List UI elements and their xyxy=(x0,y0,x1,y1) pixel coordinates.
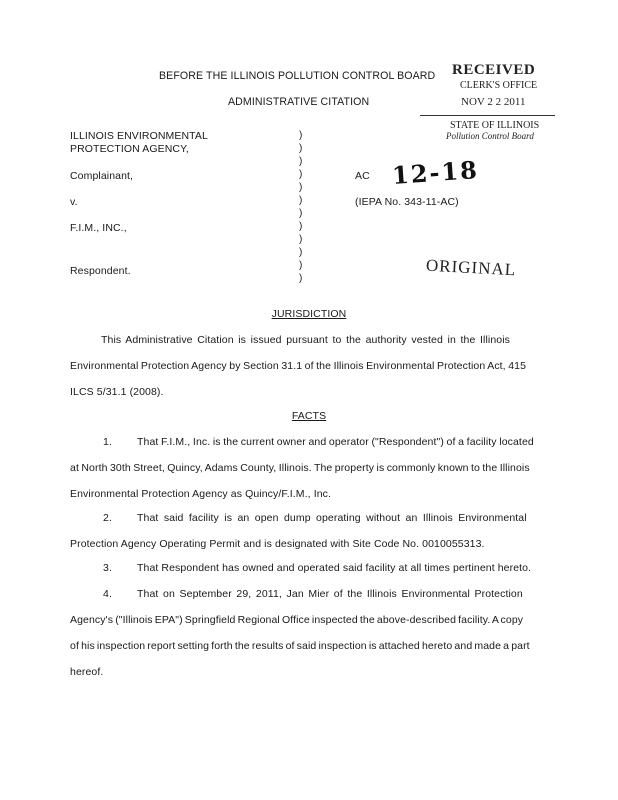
jurisdiction-para-line1: This Administrative Citation is issued pursuant to the authority vested in the Illinois xyxy=(101,334,511,346)
caption-respondent: Respondent. xyxy=(70,265,131,277)
stamp-date: NOV 2 2 2011 xyxy=(461,96,526,108)
caption-iepa-number: (IEPA No. 343-11-AC) xyxy=(355,196,459,208)
fact-4-line3: of his inspection report setting forth the results of said inspection is attached hereto and made a part xyxy=(70,640,530,652)
caption-versus: v. xyxy=(70,196,78,208)
facts-heading: FACTS xyxy=(291,410,327,422)
case-number-handwritten: 12-18 xyxy=(391,155,480,190)
caption-agency-line1: ILLINOIS ENVIRONMENTAL xyxy=(70,130,208,142)
stamp-office: CLERK'S OFFICE xyxy=(460,80,538,91)
original-stamp: ORIGINAL xyxy=(425,255,517,280)
caption-respondent-name: F.I.M., INC., xyxy=(70,222,127,234)
document-type: ADMINISTRATIVE CITATION xyxy=(228,96,370,108)
fact-3-line1: That Respondent has owned and operated said facility at all times pertinent hereto. xyxy=(137,562,532,574)
caption-complainant: Complainant, xyxy=(70,170,134,182)
stamp-state: STATE OF ILLINOIS xyxy=(450,120,540,131)
jurisdiction-para-line3: ILCS 5/31.1 (2008). xyxy=(70,386,164,398)
caption-parentheses: ) ) ) ) ) ) ) ) ) ) ) ) xyxy=(299,130,303,284)
fact-4-line2: Agency's ("Illinois EPA") Springfield Regional Office inspected the above-described facility. A copy xyxy=(70,614,524,626)
fact-4-line4: hereof. xyxy=(70,666,104,678)
jurisdiction-heading: JURISDICTION xyxy=(271,308,347,320)
fact-4-line1: That on September 29, 2011, Jan Mier of the Illinois Environmental Protection xyxy=(137,588,523,600)
caption-ac-label: AC xyxy=(355,170,370,182)
stamp-board: Pollution Control Board xyxy=(446,131,534,141)
caption-agency-line2: PROTECTION AGENCY, xyxy=(70,143,189,155)
fact-4-number: 4. xyxy=(103,588,112,600)
board-title: BEFORE THE ILLINOIS POLLUTION CONTROL BOARD xyxy=(159,70,436,82)
fact-1-line2: at North 30th Street, Quincy, Adams County, Illinois. The property is commonly known to the Illinois xyxy=(70,462,530,474)
fact-1-number: 1. xyxy=(103,436,112,448)
fact-2-number: 2. xyxy=(103,512,112,524)
stamp-rule xyxy=(420,115,555,116)
fact-2-line2: Protection Agency Operating Permit and is designated with Site Code No. 0010055313. xyxy=(70,538,485,550)
stamp-received: RECEIVED xyxy=(452,62,536,78)
fact-1-line1: That F.I.M., Inc. is the current owner and operator ("Respondent") of a facility located xyxy=(137,436,534,448)
fact-2-line1: That said facility is an open dump operating without an Illinois Environmental xyxy=(137,512,527,524)
fact-3-number: 3. xyxy=(103,562,112,574)
jurisdiction-para-line2: Environmental Protection Agency by Section 31.1 of the Illinois Environmental Protection Act, 415 xyxy=(70,360,527,372)
fact-1-line3: Environmental Protection Agency as Quincy/F.I.M., Inc. xyxy=(70,488,332,500)
